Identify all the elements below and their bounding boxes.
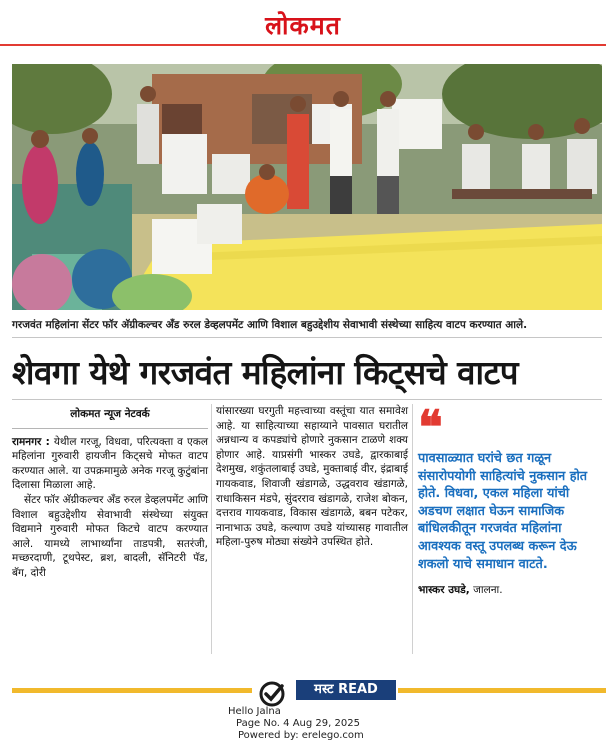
column-divider [412,404,413,654]
pull-quote [418,400,604,597]
quote-attribution [418,583,604,597]
news-photo [12,64,602,310]
quote-place: जालना. [469,584,503,597]
article-column-2: यांसारख्या घरगुती महत्त्वाच्या वस्तूंचा यात समावेश आहे. या साहित्याच्या सहाय्याने पावसात घरातील अन्नधान्य व कपड्यांचे होणारे नुकसान टाळणे शक्य होणार आहे. याप्रसंगी भास्कर उघडे, द्वारकाबाई देशमुख, शकुंतलाबाई उघडे, मुक्ताबाई वीर, इंद्राबाई गायकवाड, शिवाजी खंडागळे, उद्धवराव खंडागळे, राधाकिसन मंडपे, सुंदरराव खंडागळे, राजेश बोकन, दत्तराव गायकवाड, विकास खंडागळे, बबन पटेकर, नानाभाऊ उघडे, कल्याण उघडे यांच्यासह गावातील महिला-पुरुष मोठ्या संख्येने उपस्थित होते. [216,405,408,549]
must-read-banner [12,680,606,702]
masthead [0,0,606,44]
quote-mark-icon: ❝ [418,400,443,454]
powered-by: Powered by: erelego.com [238,730,364,741]
column-divider [211,404,212,654]
edition-name: Hello Jalna [228,706,281,717]
must-read-badge [252,680,398,702]
must-read-label: मस्ट READ [296,680,396,700]
headline: शेवगा येथे गरजवंत महिलांना किट्सचे वाटप [12,353,518,392]
page-info: Page No. 4 Aug 29, 2025 [236,718,360,729]
byline: लोकमत न्यूज नेटवर्क [12,404,208,429]
quote-author: भास्कर उघडे, [418,584,470,597]
photo-caption: गरजवंत महिलांना सेंटर फॉर अ‍ॅग्रीकल्चर अँड रुरल डेव्हलपमेंट आणि विशाल बहुउद्देशीय सेवाभावी संस्थेच्या साहित्य वाटप करण्यात आले. [12,319,528,331]
dateline: रामनगर : [12,435,50,448]
divider [12,337,602,338]
quote-text: पावसाळ्यात घरांचे छत गळून संसारोपयोगी साहित्यांचे नुकसान होत होते. विधवा, एकल महिला यांची अडचण लक्षात घेऊन सामाजिक बांधिलकीतून गरजवंत महिलांना आवश्यक वस्तू उपलब्ध करून देऊ शकलो याचे समाधान वाटते. [418,451,588,572]
masthead-rule [0,44,606,46]
article-paragraph: सेंटर फॉर अ‍ॅग्रीकल्चर अँड रुरल डेव्हलपमेंट आणि विशाल बहुउद्देशीय सेवाभावी संस्थेच्या संयुक्त विद्यमाने गुरुवारी मोफत किटचे वाटप करण्यात आले. यामध्ये लाभार्थ्यांना ताडपत्री, सतरंजी, मच्छरदाणी, टूथपेस्ट, ब्रश, बादली, सॅनिटरी पॅड, बॅग, दोरी [12,493,209,579]
article-column-1 [12,404,208,581]
paragraph-text: येथील गरजू, विधवा, परित्यक्ता व एकल महिलांना गुरुवारी हायजीन किट्सचे मोफत वाटप करण्यात आले. या उपक्रमामुळे अनेक गरजू कुटुंबांना दिलासा मिळाला आहे. [12,435,208,492]
divider [12,399,602,400]
newspaper-logo: लोकमत [265,11,341,40]
article-paragraph [12,435,208,493]
